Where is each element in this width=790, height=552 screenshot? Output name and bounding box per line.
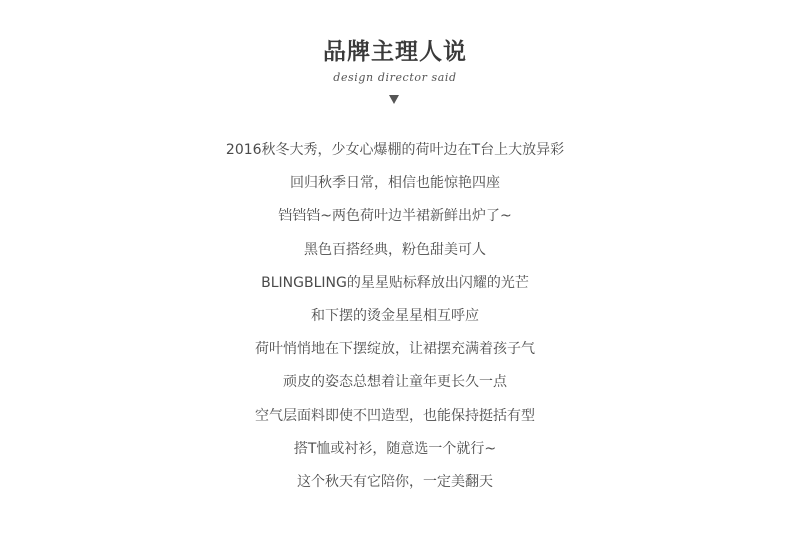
triangle-down-icon	[389, 95, 399, 104]
description-line: 2016秋冬大秀，少女心爆棚的荷叶边在T台上大放异彩	[225, 142, 565, 158]
description-line: 回归秋季日常，相信也能惊艳四座	[290, 175, 500, 192]
description-line: 黑色百搭经典，粉色甜美可人	[304, 241, 486, 258]
description-text-block	[0, 138, 790, 503]
description-line: 顽皮的姿态总想着让童年更长久一点	[283, 374, 507, 391]
section-subtitle: design director said	[333, 71, 457, 84]
description-line: 和下摆的烫金星星相互呼应	[311, 307, 479, 324]
description-line: 这个秋天有它陪你，一定美翻天	[297, 473, 493, 490]
description-line: 铛铛铛~两色荷叶边半裙新鲜出炉了~	[278, 208, 512, 225]
description-line: 搭T恤或衬衫，随意选一个就行~	[293, 440, 497, 457]
description-line: BLINGBLING的星星贴标释放出闪耀的光芒	[261, 274, 529, 291]
section-title: 品牌主理人说	[323, 39, 467, 65]
description-line: 空气层面料即使不凹造型，也能保持挺括有型	[255, 407, 535, 424]
description-line: 荷叶悄悄地在下摆绽放，让裙摆充满着孩子气	[255, 341, 535, 358]
